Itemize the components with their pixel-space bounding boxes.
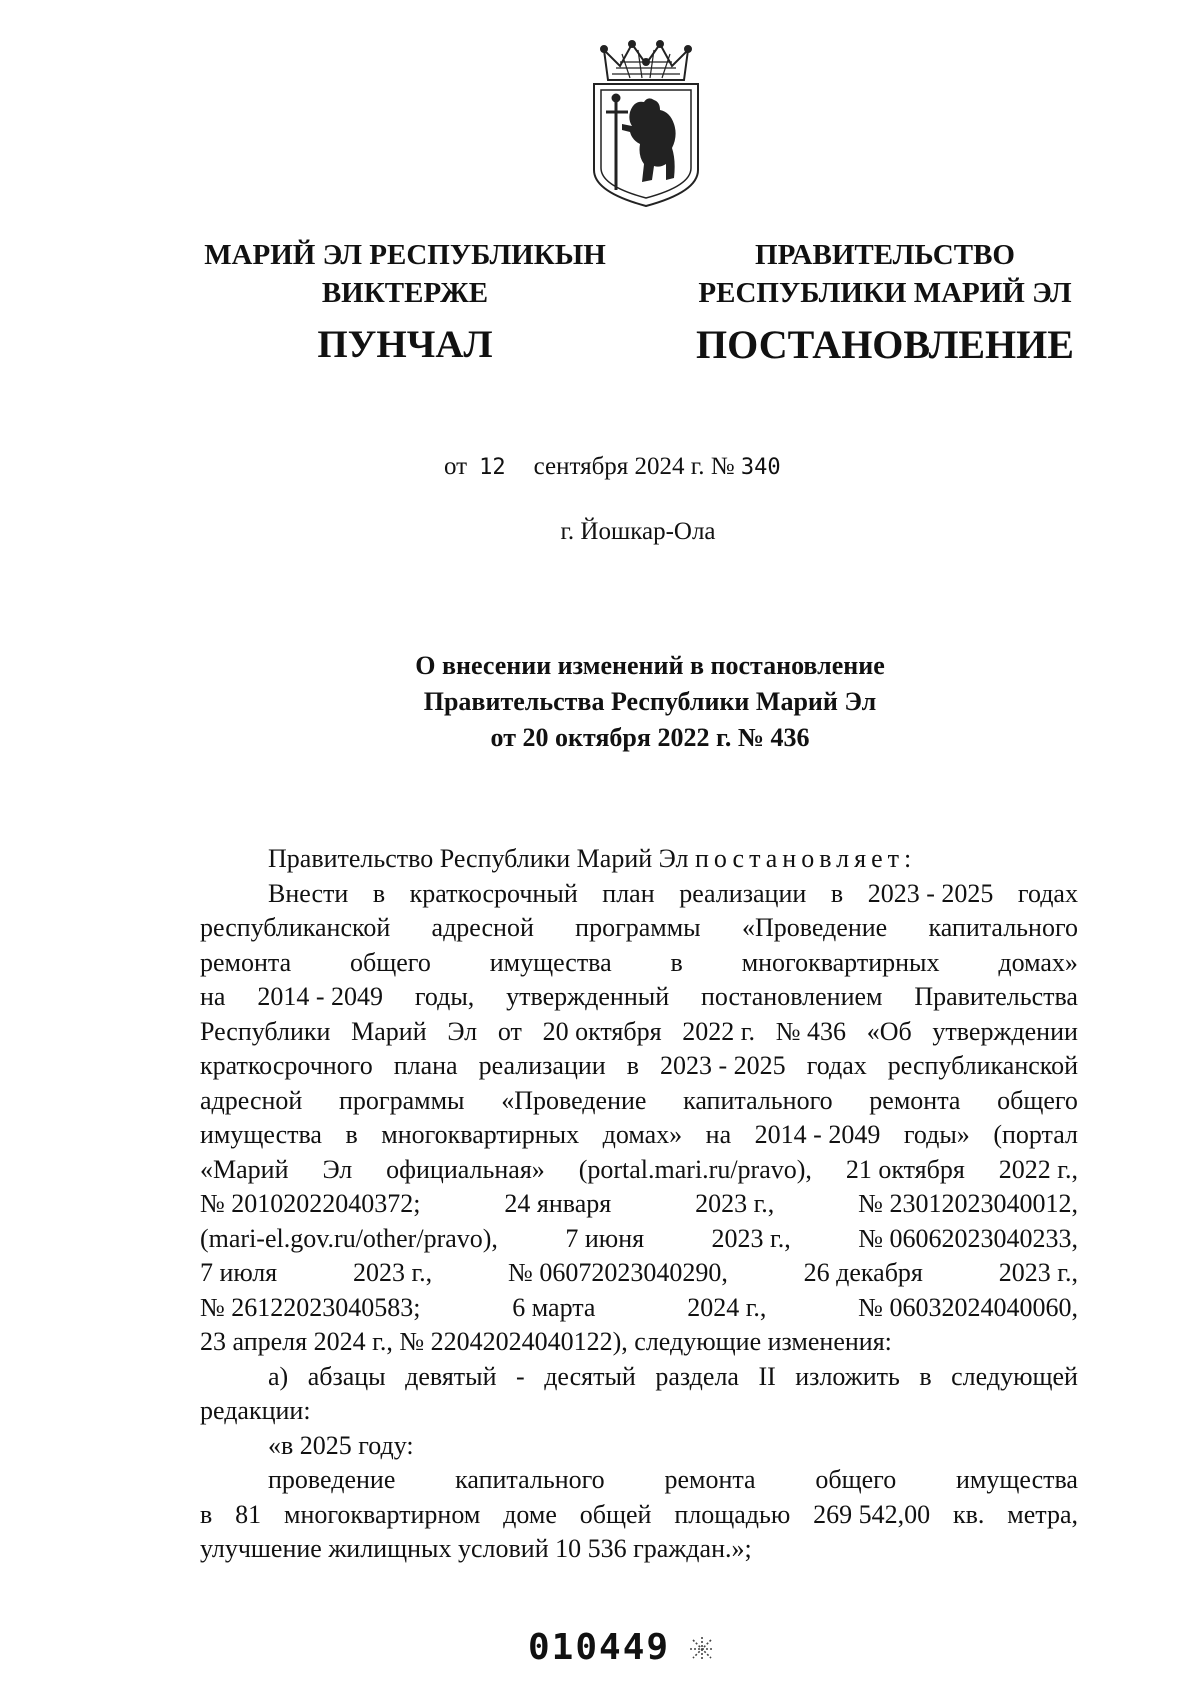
word: адресной [431, 913, 534, 942]
word: реализации [679, 878, 807, 908]
paragraph-line [200, 1291, 1078, 1326]
word: 269 542,00 [813, 1499, 931, 1529]
word: 26 декабря [803, 1258, 923, 1287]
word: 2022 г. [682, 1016, 755, 1046]
word: 7 июля [200, 1258, 278, 1287]
word: 2023 г., [695, 1189, 775, 1218]
paragraph-line [200, 1015, 1078, 1050]
footer-serial-number [528, 1627, 716, 1668]
word: на [705, 1120, 732, 1149]
word: краткосрочный [409, 878, 578, 908]
word: Республики [200, 1016, 331, 1046]
header-right-block [675, 236, 1095, 370]
word: 24 января [504, 1189, 612, 1218]
header-left-line1: МАРИЙ ЭЛ РЕСПУБЛИКЫН [204, 239, 606, 271]
title-line: от 20 октября 2022 г. № 436 [490, 723, 810, 752]
word: Внести [268, 878, 349, 908]
title-line: О внесении изменений в постановление [415, 651, 885, 680]
word: реализации [478, 1051, 606, 1080]
date-line [444, 453, 781, 481]
word: план [602, 878, 655, 908]
paragraph-line [200, 1256, 1078, 1291]
word: общего [815, 1465, 897, 1494]
word: программы [575, 913, 701, 942]
word: общей [579, 1499, 652, 1529]
word: многоквартирных [741, 947, 940, 977]
word: республиканской [200, 913, 391, 942]
paragraph-line [200, 1118, 1078, 1153]
word: в [372, 878, 386, 908]
header-left-line2: ВИКТЕРЖЕ [321, 277, 489, 309]
word: (mari-el.gov.ru/other/pravo), [200, 1223, 498, 1253]
word: годах [806, 1051, 867, 1080]
decree-line [200, 842, 1078, 877]
word: утвержденный [506, 982, 670, 1011]
word: общего [350, 947, 431, 977]
word: № 26122023040583; [200, 1292, 421, 1322]
word: Эл [447, 1016, 478, 1046]
word: 2023 - 2025 [867, 878, 994, 908]
word: республиканской [887, 1051, 1078, 1080]
word: в [919, 1361, 932, 1391]
decree-prefix: Правительство Республики Марий Эл [268, 844, 689, 873]
word: № 23012023040012, [858, 1189, 1078, 1218]
word: 6 марта [512, 1292, 596, 1322]
word: проведение [268, 1465, 396, 1494]
paragraph-line [200, 946, 1078, 981]
word: площадью [674, 1499, 791, 1529]
city-line [0, 518, 1200, 546]
word: № 06032024040060, [858, 1292, 1078, 1322]
word: 2023 г., [352, 1258, 433, 1287]
word: № 06072023040290, [508, 1258, 728, 1287]
header-right-line2: РЕСПУБЛИКИ МАРИЙ ЭЛ [698, 277, 1072, 309]
city-name: г. Йошкар-Ола [560, 518, 716, 545]
coat-of-arms-emblem [586, 40, 706, 210]
title-line: Правительства Республики Марий Эл [423, 687, 877, 716]
word: программы [339, 1085, 465, 1115]
word: капитального [455, 1465, 605, 1494]
word: 2023 г., [711, 1223, 791, 1253]
word: постановлением [700, 982, 883, 1011]
word: годы» [903, 1120, 970, 1149]
word: имущества [489, 947, 612, 977]
word: годах [1017, 878, 1078, 908]
word: многоквартирном [284, 1499, 481, 1529]
word: домах» [998, 947, 1078, 977]
word: адресной [200, 1085, 303, 1115]
word: от [497, 1016, 522, 1046]
asterisk-mark-icon [688, 1635, 716, 1663]
word: капитального [928, 913, 1078, 942]
word: Марий [351, 1016, 427, 1046]
header-left-block [185, 236, 625, 370]
word: имущества [956, 1465, 1078, 1494]
word: изложить [795, 1361, 900, 1391]
word: ремонта [200, 947, 292, 977]
header-right-line1: ПРАВИТЕЛЬСТВО [755, 239, 1015, 271]
word: (portal.mari.ru/pravo), [578, 1154, 812, 1184]
word: 7 июня [565, 1223, 645, 1253]
word: в [200, 1499, 213, 1529]
word: официальная» [386, 1154, 545, 1184]
word: а) [268, 1361, 289, 1391]
document-title [200, 648, 1100, 756]
paragraph-line [200, 1187, 1078, 1222]
word: «Проведение [741, 913, 888, 942]
word: капитального [683, 1085, 833, 1115]
word: девятый [405, 1361, 497, 1391]
paragraph-line [200, 980, 1078, 1015]
word: имущества [200, 1120, 322, 1149]
word: в [830, 878, 844, 908]
serial-number: 010449 [528, 1627, 671, 1668]
quote-line [200, 1498, 1078, 1533]
word: 2023 - 2025 [660, 1051, 786, 1080]
main-paragraph [200, 877, 1078, 1326]
date-day: 12 [479, 455, 506, 480]
word: 2014 - 2049 [257, 982, 383, 1011]
word: Правительства [914, 982, 1078, 1011]
paragraph-line [200, 1153, 1078, 1188]
word: (портал [993, 1120, 1078, 1149]
word: кв. [953, 1499, 985, 1529]
word: 81 [235, 1499, 262, 1529]
word: - [516, 1361, 525, 1391]
word: № 20102022040372; [200, 1189, 421, 1218]
decree-word: постановляет: [694, 844, 917, 873]
word: «Об [866, 1016, 912, 1046]
quote-start: «в 2025 году: [268, 1430, 414, 1460]
word: утверждении [932, 1016, 1078, 1046]
word: № 436 [775, 1016, 846, 1046]
word: ремонта [869, 1085, 961, 1115]
word: домах» [602, 1120, 683, 1149]
paragraph-last-line: 23 апреля 2024 г., № 22042024040122), следующие изменения: [200, 1327, 892, 1356]
word: «Проведение [501, 1085, 647, 1115]
word: абзацы [307, 1361, 386, 1391]
date-month-year: сентября 2024 г. № [533, 453, 735, 480]
item-a-line [200, 1360, 1078, 1395]
word: 2023 г., [998, 1258, 1078, 1287]
header-left-doctype: ПУНЧАЛ [317, 323, 493, 366]
word: краткосрочного [200, 1051, 373, 1080]
word: в [670, 947, 683, 977]
word: метра, [1007, 1499, 1078, 1529]
word: Эл [322, 1154, 353, 1184]
paragraph-line [200, 1222, 1078, 1257]
paragraph-line [200, 1049, 1078, 1084]
word: в [345, 1120, 358, 1149]
document-body [200, 842, 1078, 1567]
header-right-doctype: ПОСТАНОВЛЕНИЕ [696, 322, 1074, 367]
word: годы, [414, 982, 475, 1011]
document-number: 340 [740, 455, 781, 480]
word: плана [393, 1051, 458, 1080]
word: на [200, 982, 226, 1011]
paragraph-line [200, 911, 1078, 946]
word: 2014 - 2049 [754, 1120, 881, 1149]
word: 2024 г., [687, 1292, 767, 1322]
item-a-continuation: редакции: [200, 1396, 311, 1425]
word: 20 октября [542, 1016, 662, 1046]
word: многоквартирных [381, 1120, 580, 1149]
paragraph-line [200, 877, 1078, 912]
paragraph-line [200, 1084, 1078, 1119]
word: в [626, 1051, 639, 1080]
word: доме [503, 1499, 557, 1529]
word: «Марий [200, 1154, 289, 1184]
word: ремонта [664, 1465, 756, 1494]
word: № 06062023040233, [858, 1223, 1078, 1253]
word: десятый [544, 1361, 636, 1391]
quote-line [200, 1463, 1078, 1498]
word: 2022 г., [998, 1154, 1078, 1184]
word: 21 октября [845, 1154, 965, 1184]
word: II [758, 1361, 776, 1391]
quote-end: улучшение жилищных условий 10 536 граждан.»; [200, 1534, 752, 1563]
date-prefix: от [444, 453, 468, 480]
word: раздела [655, 1361, 739, 1391]
word: следующей [951, 1361, 1078, 1391]
word: общего [997, 1085, 1078, 1115]
